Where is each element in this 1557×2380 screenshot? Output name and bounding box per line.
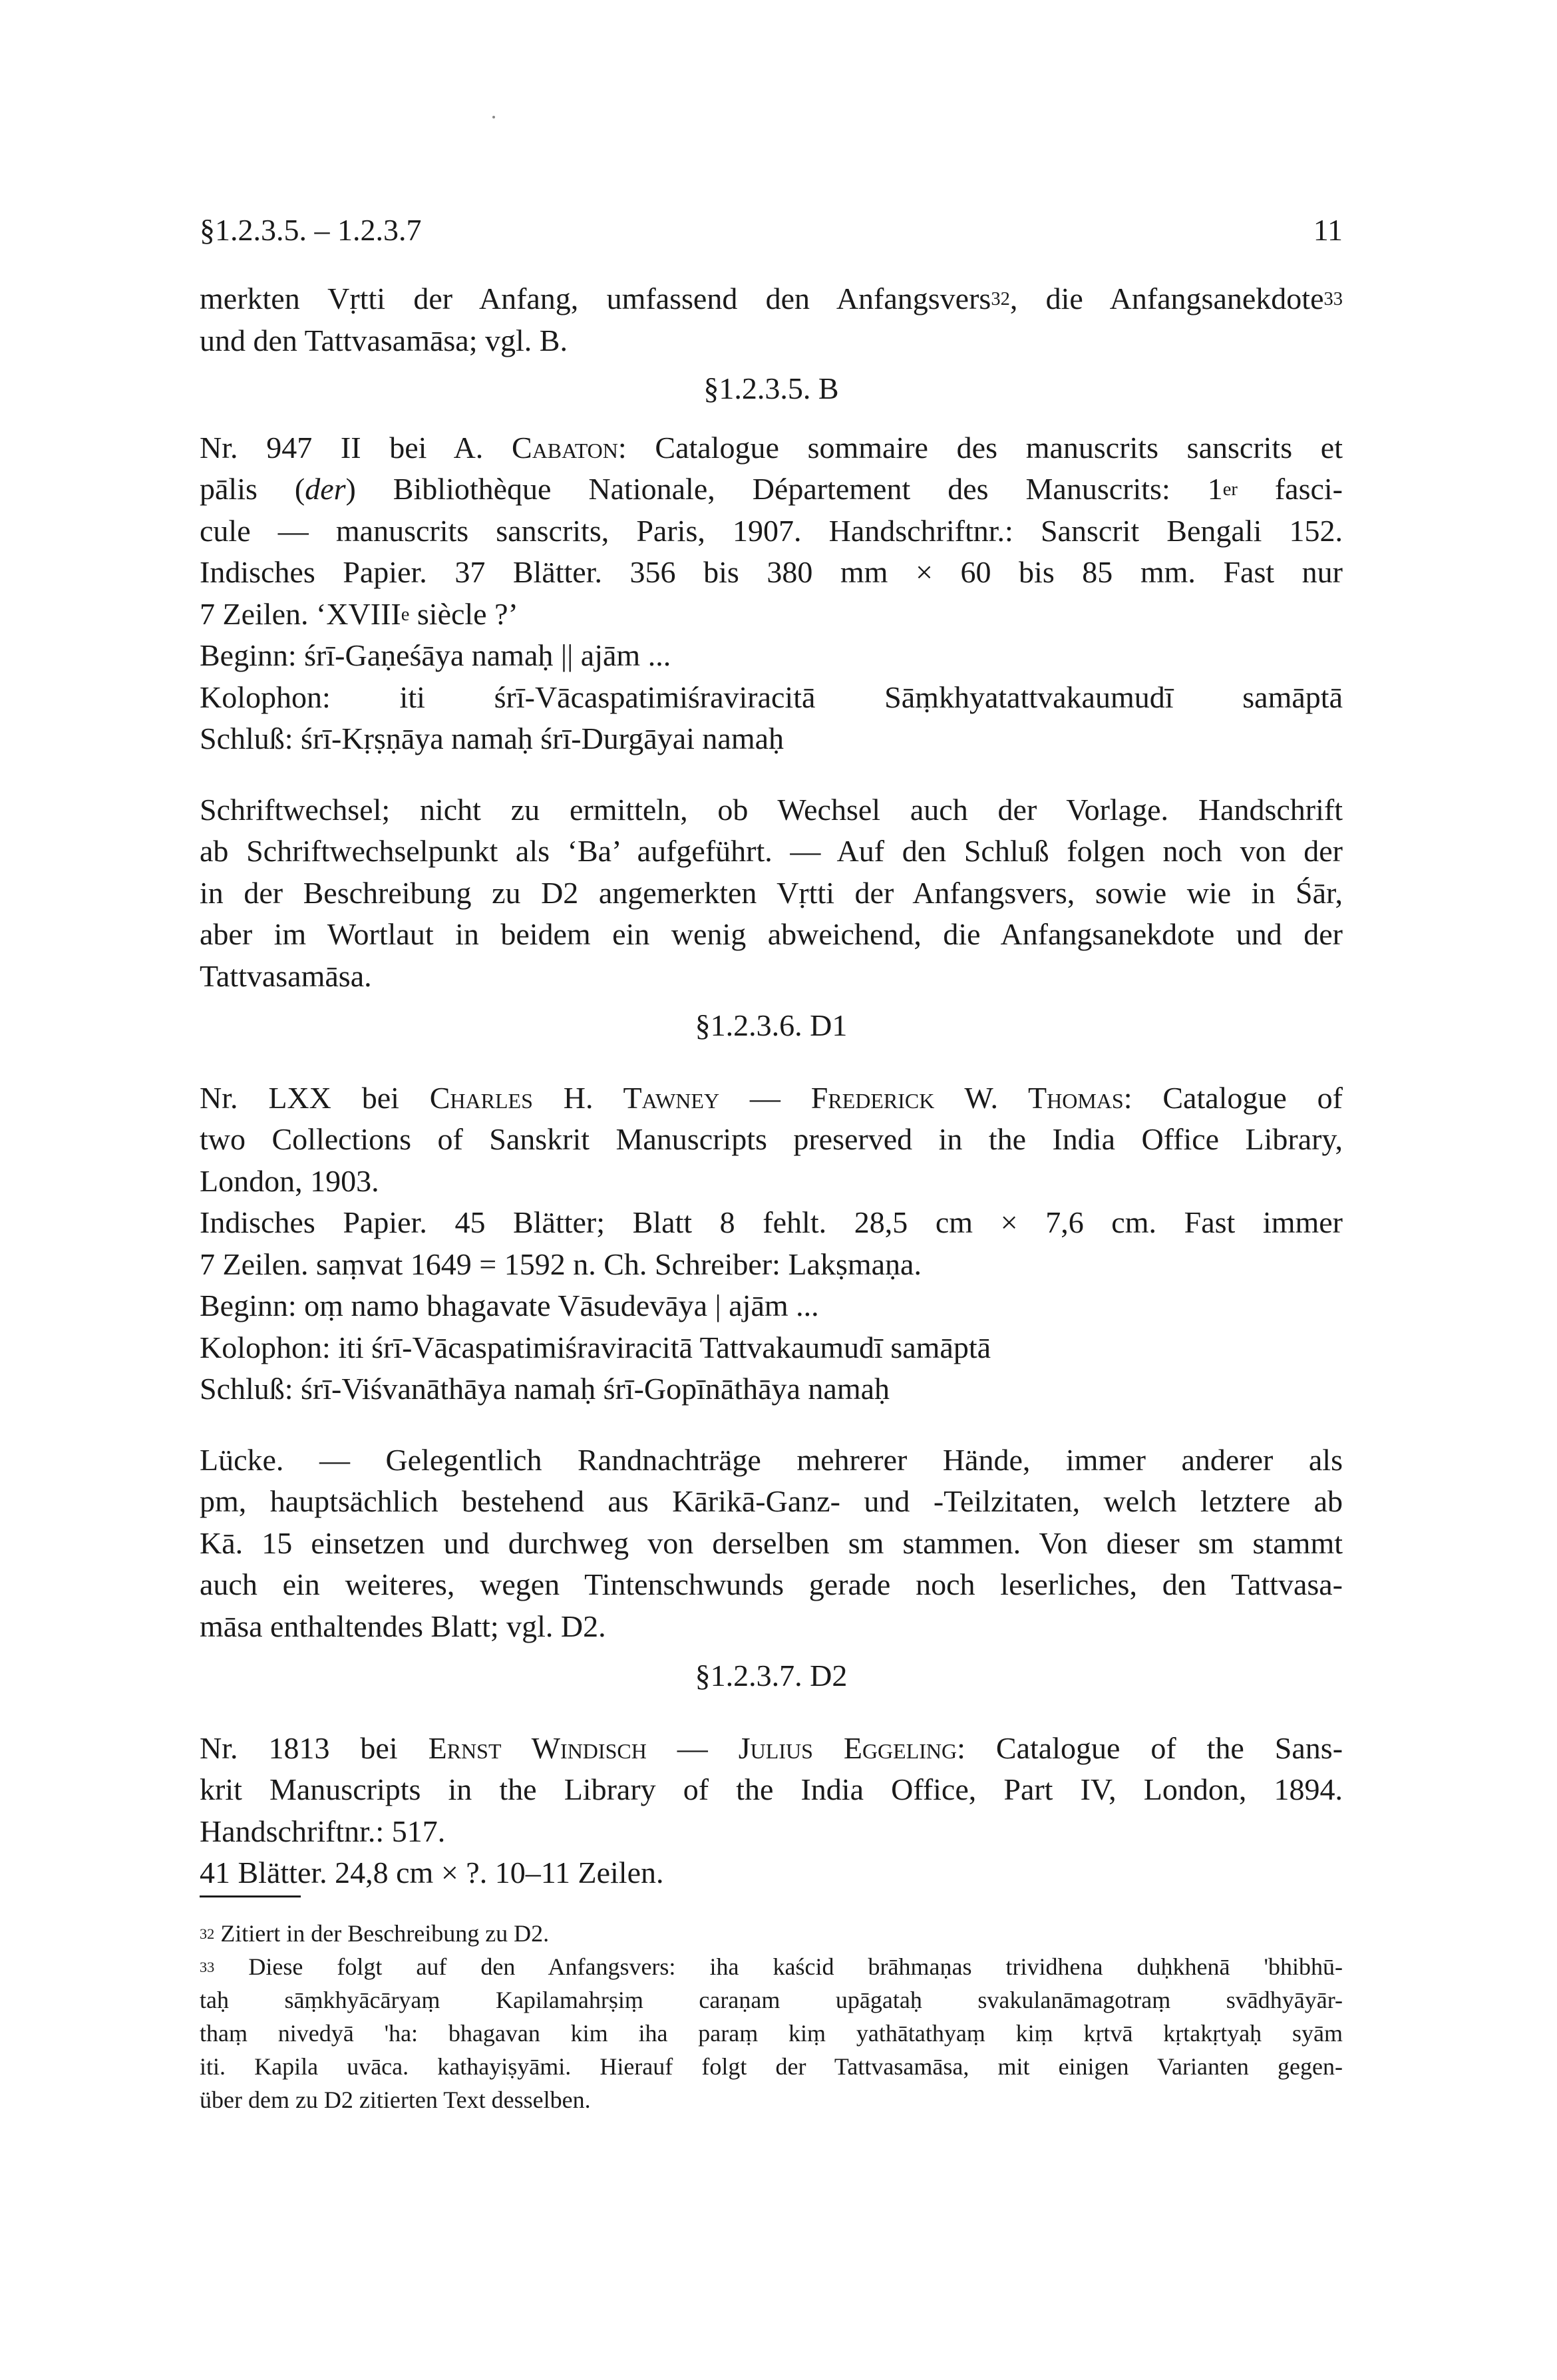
text-run: Zitiert in der Beschreibung zu D2. — [214, 1920, 550, 1947]
text-run: Nr. LXX bei — [200, 1080, 430, 1115]
text-line: taḥ sāṃkhyācāryaṃ Kapilamahrṣiṃ caraṇam upāgataḥ svakulanāmagotraṃ svādhyāyār- — [200, 1987, 1343, 2013]
text-line — [200, 278, 1343, 320]
beginn-line: Beginn: oṃ namo bhagavate Vāsudevāya | ajām ... — [200, 1289, 819, 1322]
text-line — [200, 427, 1343, 469]
footnote-33 — [200, 1950, 1343, 2116]
author-name: Ernst Windisch — [428, 1730, 647, 1765]
text-run: : Catalogue of the Sans- — [957, 1730, 1343, 1765]
description-paragraph-b — [200, 789, 1343, 998]
text-line: Schriftwechsel; nicht zu ermitteln, ob Wechsel auch der Vorlage. Handschrift — [200, 792, 1343, 827]
main-text — [200, 278, 1343, 1894]
text-line — [200, 1917, 1343, 1950]
running-title: §1.2.3.5. – 1.2.3.7 — [200, 213, 422, 247]
text-line — [200, 594, 1343, 636]
text-line: Kā. 15 einsetzen und durchweg von derselben sm stammen. Von dieser sm stammt — [200, 1525, 1343, 1560]
text-line: Lücke. — Gelegentlich Randnachträge mehrerer Hände, immer anderer als — [200, 1442, 1343, 1477]
text-line: 7 Zeilen. saṃvat 1649 = 1592 n. Ch. Schreiber: Lakṣmaṇa. — [200, 1247, 922, 1281]
text-line: cule — manuscrits sanscrits, Paris, 1907. Handschriftnr.: Sanscrit Bengali 152. — [200, 513, 1343, 548]
beginn-line: Beginn: śrī-Gaṇeśāya namaḥ || ajām ... — [200, 638, 671, 672]
text-line — [200, 1078, 1343, 1119]
text-line: two Collections of Sanskrit Manuscripts preserved in the India Office Library, — [200, 1122, 1343, 1156]
italic-word: der — [305, 472, 346, 506]
text-line: Indisches Papier. 45 Blätter; Blatt 8 fehlt. 28,5 cm × 7,6 cm. Fast immer — [200, 1205, 1343, 1239]
page-number: 11 — [1313, 213, 1343, 247]
author-name: Cabaton — [512, 430, 618, 465]
text-run: Nr. 947 II bei A. — [200, 430, 512, 465]
text-line — [200, 1728, 1343, 1770]
text-line: iti. Kapila uvāca. kathayiṣyāmi. Hierauf folgt der Tattvasamāsa, mit einigen Varianten gegen- — [200, 2053, 1343, 2080]
scan-speck — [492, 116, 495, 118]
text-run: pālis ( — [200, 472, 305, 506]
intro-paragraph — [200, 278, 1343, 361]
kolophon-line: Kolophon: iti śrī-Vācaspatimiśraviracitā Tattvakaumudī samāptā — [200, 1330, 991, 1364]
running-header — [200, 212, 1343, 249]
text-run: : Catalogue sommaire des manuscrits sanscrits et — [617, 430, 1343, 465]
section-heading-d1: §1.2.3.6. D1 — [695, 1008, 848, 1042]
footnote-32 — [200, 1917, 1343, 1950]
schluss-line: Schluß: śrī-Kṛṣṇāya namaḥ śrī-Durgāyai namaḥ — [200, 721, 784, 755]
footnote-ref-32: 32 — [991, 289, 1010, 310]
text-run: Nr. 1813 bei — [200, 1730, 429, 1765]
schluss-line: Schluß: śrī-Viśvanāthāya namaḥ śrī-Gopīnāthāya namaḥ — [200, 1372, 890, 1406]
footnote-separator — [200, 1895, 301, 1897]
text-line: Tattvasamāsa. — [200, 958, 372, 993]
superscript: e — [401, 604, 410, 625]
catalogue-entry-b — [200, 427, 1343, 760]
footnote-ref-33: 33 — [1323, 289, 1343, 310]
text-line: London, 1903. — [200, 1163, 379, 1198]
text-line: 41 Blätter. 24,8 cm × ?. 10–11 Zeilen. — [200, 1856, 664, 1889]
text-line: ab Schriftwechselpunkt als ‘Ba’ aufgeführt. — Auf den Schluß folgen noch von der — [200, 834, 1343, 868]
text-line: aber im Wortlaut in beidem ein wenig abweichend, die Anfangsanekdote und der — [200, 917, 1343, 951]
text-run: siècle ?’ — [409, 596, 518, 631]
text-line: krit Manuscripts in the Library of the India Office, Part IV, London, 1894. — [200, 1772, 1343, 1806]
footnotes — [200, 1917, 1343, 2116]
catalogue-entry-d2 — [200, 1728, 1343, 1894]
text-run: — — [646, 1730, 739, 1765]
superscript: er — [1222, 479, 1238, 500]
description-paragraph-d1 — [200, 1440, 1343, 1648]
text-run: 7 Zeilen. ‘XVIII — [200, 596, 401, 631]
text-line: thaṃ nivedyā 'ha: bhagavan kim iha paraṃ kiṃ yathātathyaṃ kiṃ kṛtvā kṛtakṛtyaḥ syām — [200, 2020, 1343, 2047]
text-line — [200, 1950, 1343, 1983]
text-line: māsa enthaltendes Blatt; vgl. D2. — [200, 1609, 606, 1643]
section-heading-b: §1.2.3.5. B — [703, 371, 839, 405]
text-line: auch ein weiteres, wegen Tintenschwunds gerade noch leserliches, den Tattvasa- — [200, 1567, 1343, 1601]
section-heading-d2: §1.2.3.7. D2 — [695, 1659, 848, 1692]
footnote-mark: 33 — [200, 1958, 215, 1975]
author-name: Julius Eggeling — [738, 1730, 957, 1765]
text-run: Diese folgt auf den Anfangsvers: iha kaścid brāhmaṇas trividhena duḥkhenā 'bhibhū- — [214, 1953, 1343, 1980]
text-line — [200, 469, 1343, 510]
text-run: fasci- — [1237, 472, 1343, 506]
author-name: Charles H. Tawney — [429, 1080, 720, 1115]
text-line: über dem zu D2 zitierten Text desselben. — [200, 2086, 591, 2113]
text-run: merkten Vṛtti der Anfang, umfassend den Anfangsvers — [200, 282, 991, 315]
author-name: Frederick W. Thomas — [810, 1080, 1124, 1115]
text-run: ) Bibliothèque Nationale, Département des Manuscrits: 1 — [345, 472, 1223, 506]
kolophon-line: Kolophon: iti śrī-Vācaspatimiśraviracitā Sāṃkhyatattvakaumudī samāptā — [200, 680, 1343, 714]
catalogue-entry-d1 — [200, 1078, 1343, 1410]
text-line: und den Tattvasamāsa; vgl. B. — [200, 323, 568, 357]
text-line: in der Beschreibung zu D2 angemerkten Vṛtti der Anfangsvers, sowie wie in Śār, — [200, 875, 1343, 910]
text-run: : Catalogue of — [1123, 1080, 1343, 1115]
text-line: Handschriftnr.: 517. — [200, 1814, 446, 1848]
text-run: , die Anfangsanekdote — [1009, 282, 1324, 315]
text-run: — — [719, 1080, 811, 1115]
text-line: Indisches Papier. 37 Blätter. 356 bis 380 mm × 60 bis 85 mm. Fast nur — [200, 555, 1343, 589]
footnote-mark: 32 — [200, 1925, 215, 1942]
text-line: pm, hauptsächlich bestehend aus Kārikā-Ganz- und -Teilzitaten, welch letztere ab — [200, 1484, 1343, 1518]
